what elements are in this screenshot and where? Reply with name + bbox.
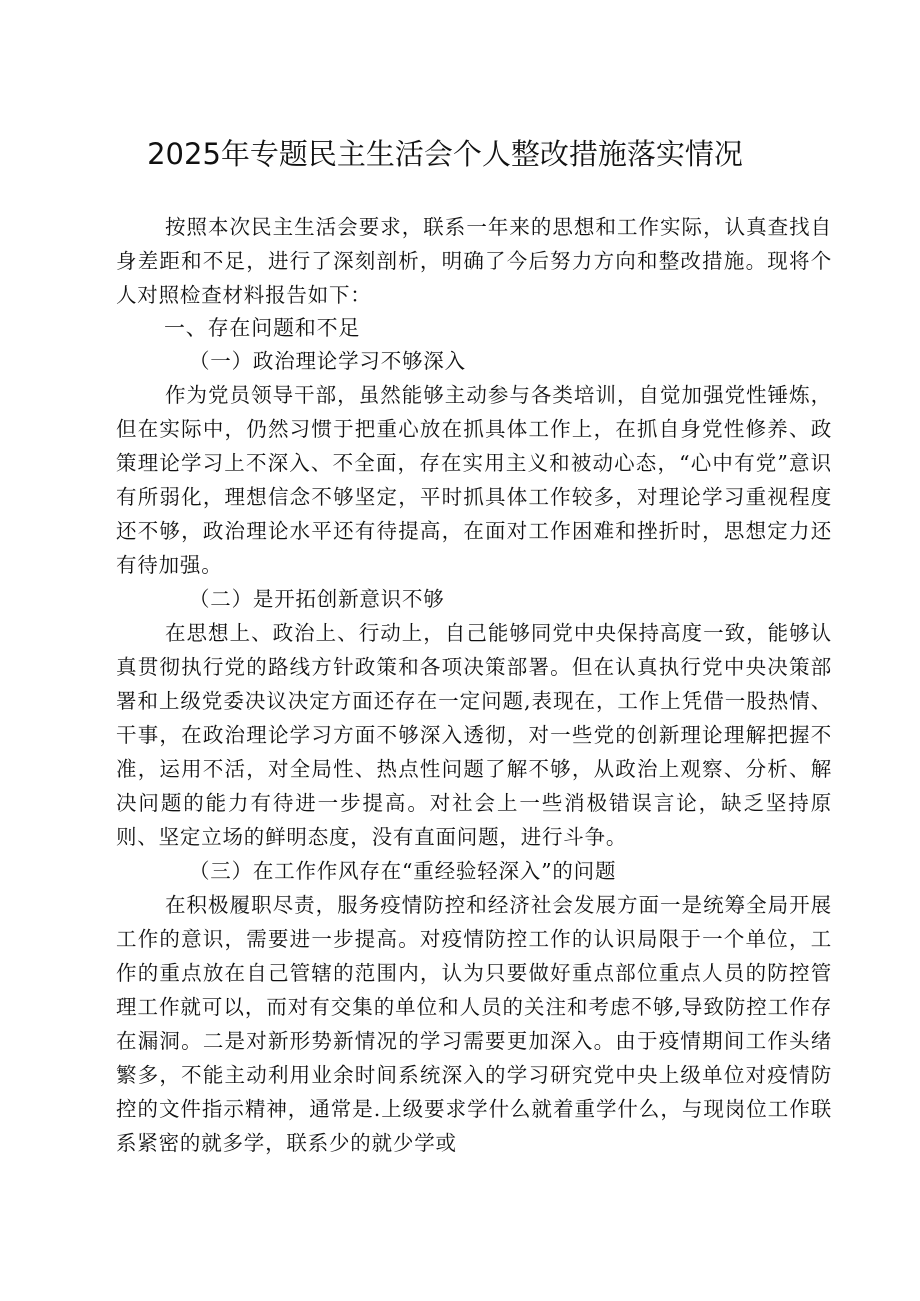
intro-paragraph: 按照本次民主生活会要求，联系一年来的思想和工作实际，认真查找自身差距和不足，进行了深刻剖析，明确了今后努力方向和整改措施。现将个人对照检查材料报告如下：	[116, 215, 832, 307]
subsection-2-body: 在思想上、政治上、行动上，自己能够同党中央保持高度一致，能够认真贯彻执行党的路线方针政策和各项决策部署。但在认真执行党中央决策部署和上级党委决议决定方面还存在一定问题,表现在，工作上凭借一股热情、干事，在政治理论学习方面不够深入透彻，对一些党的创新理论理解把握不准，运用不活，对全局性、热点性问题了解不够，从政治上观察、分析、解决问题的能力有待进一步提高。对社会上一些消极错误言论，缺乏坚持原则、坚定立场的鲜明态度，没有直面问题，进行斗争。	[116, 621, 832, 849]
subsection-heading-1: （一）政治理论学习不够深入	[189, 349, 466, 373]
document-body	[116, 210, 832, 1160]
document-title: 2025年专题民主生活会个人整改措施落实情况	[147, 137, 743, 171]
subsection-heading-2: （二）是开拓创新意识不够	[189, 587, 445, 611]
subsection-3-body: 在积极履职尽责，服务疫情防控和经济社会发展方面一是统筹全局开展工作的意识，需要进一步提高。对疫情防控工作的认识局限于一个单位，工作的重点放在自己管辖的范围内，认为只要做好重点部位重点人员的防控管理工作就可以，而对有交集的单位和人员的关注和考虑不够,导致防控工作存在漏洞。二是对新形势新情况的学习需要更加深入。由于疫情期间工作头绪繁多，不能主动利用业余时间系统深入的学习研究党中央上级单位对疫情防控的文件指示精神，通常是.上级要求学什么就着重学什么，与现岗位工作联系紧密的就多学，联系少的就少学或	[116, 893, 832, 1155]
subsection-1-body: 作为党员领导干部，虽然能够主动参与各类培训，自觉加强党性锤炼，但在实际中，仍然习惯于把重心放在抓具体工作上，在抓自身党性修养、政策理论学习上不深入、不全面，存在实用主义和被动心态，“心中有党”意识有所弱化，理想信念不够坚定，平时抓具体工作较多，对理论学习重视程度还不够，政治理论水平还有待提高，在面对工作困难和挫折时，思想定力还有待加强。	[116, 383, 832, 577]
subsection-heading-3: （三）在工作作风存在“重经验轻深入”的问题	[189, 859, 617, 883]
section-heading-problems: 一、存在问题和不足	[164, 316, 361, 340]
